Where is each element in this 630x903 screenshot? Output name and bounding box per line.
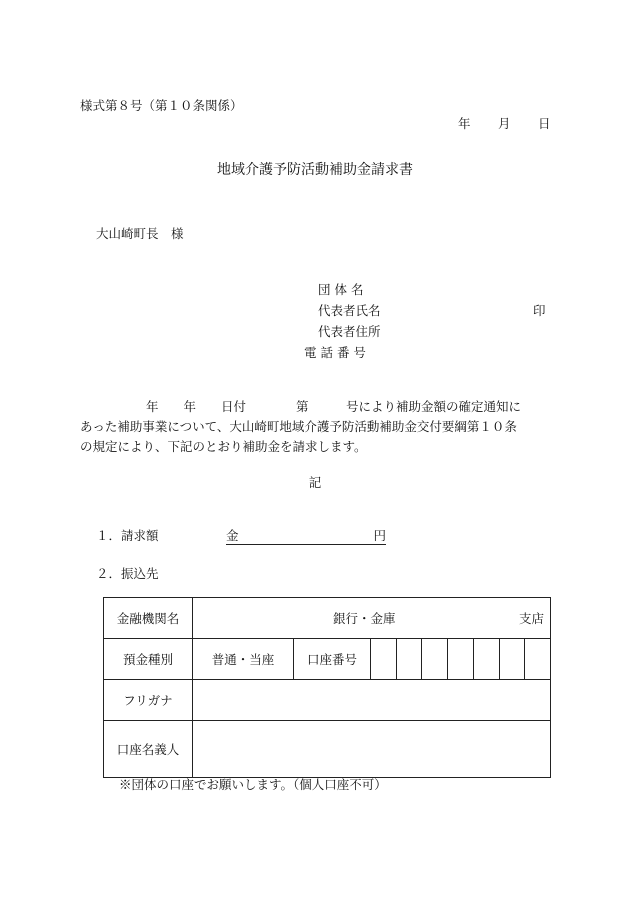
digit-box[interactable]: [421, 639, 447, 679]
ki-heading: 記: [308, 475, 322, 490]
digit-box[interactable]: [371, 639, 396, 679]
account-number-field[interactable]: [371, 639, 551, 680]
request-amount-field[interactable]: [226, 526, 386, 545]
request-paragraph: [80, 397, 550, 457]
phone-label: 電 話 番 号: [304, 345, 366, 360]
date-day: 日: [538, 116, 551, 131]
account-note: ※団体の口座でお願いします。（個人口座不可）: [119, 777, 387, 792]
amount-prefix: 金: [226, 528, 239, 543]
document-title: 地域介護予防活動補助金請求書: [217, 162, 413, 178]
rep-address-label: 代表者住所: [318, 324, 381, 339]
transfer-destination-label: ２．振込先: [96, 566, 159, 581]
furigana-field[interactable]: [193, 680, 551, 721]
bank-name-label: 金融機関名: [104, 598, 193, 639]
digit-box[interactable]: [447, 639, 473, 679]
rep-name-label: 代表者氏名: [318, 303, 381, 318]
digit-box[interactable]: [396, 639, 422, 679]
amount-suffix: 円: [373, 528, 386, 543]
addressee: 大山崎町長 様: [96, 226, 184, 241]
bank-name-field[interactable]: [193, 598, 551, 639]
deposit-type-label: 預金種別: [104, 639, 193, 680]
holder-row: [104, 721, 551, 778]
paragraph-line-3: の規定により、下記のとおり補助金を請求します。: [80, 439, 367, 454]
date-month: 月: [498, 116, 511, 131]
form-number: 様式第８号（第１０条関係）: [80, 98, 243, 113]
digit-box[interactable]: [473, 639, 499, 679]
furigana-label: フリガナ: [104, 680, 193, 721]
paragraph-line-2: あった補助事業について、大山崎町地域介護予防活動補助金交付要綱第１０条: [80, 419, 517, 434]
branch-label: 支店: [518, 611, 544, 626]
bank-account-table: [103, 597, 551, 778]
account-number-label: 口座番号: [294, 639, 371, 680]
paragraph-line-1: 年 年 日付 第 号により補助金額の確定通知に: [146, 399, 522, 414]
account-holder-label: 口座名義人: [104, 721, 193, 778]
digit-box[interactable]: [499, 639, 525, 679]
digit-box[interactable]: [524, 639, 550, 679]
bank-type: 銀行・金庫: [333, 611, 396, 626]
deposit-type-value[interactable]: 普通・当座: [193, 639, 294, 680]
deposit-row: [104, 639, 551, 680]
bank-row: [104, 598, 551, 639]
seal-mark: 印: [533, 303, 546, 318]
furigana-row: [104, 680, 551, 721]
request-amount-label: １．請求額: [96, 528, 159, 543]
account-holder-field[interactable]: [193, 721, 551, 778]
org-name-label: 団 体 名: [318, 282, 364, 297]
account-number-digit-boxes: [371, 639, 550, 679]
date-year: 年: [458, 116, 471, 131]
